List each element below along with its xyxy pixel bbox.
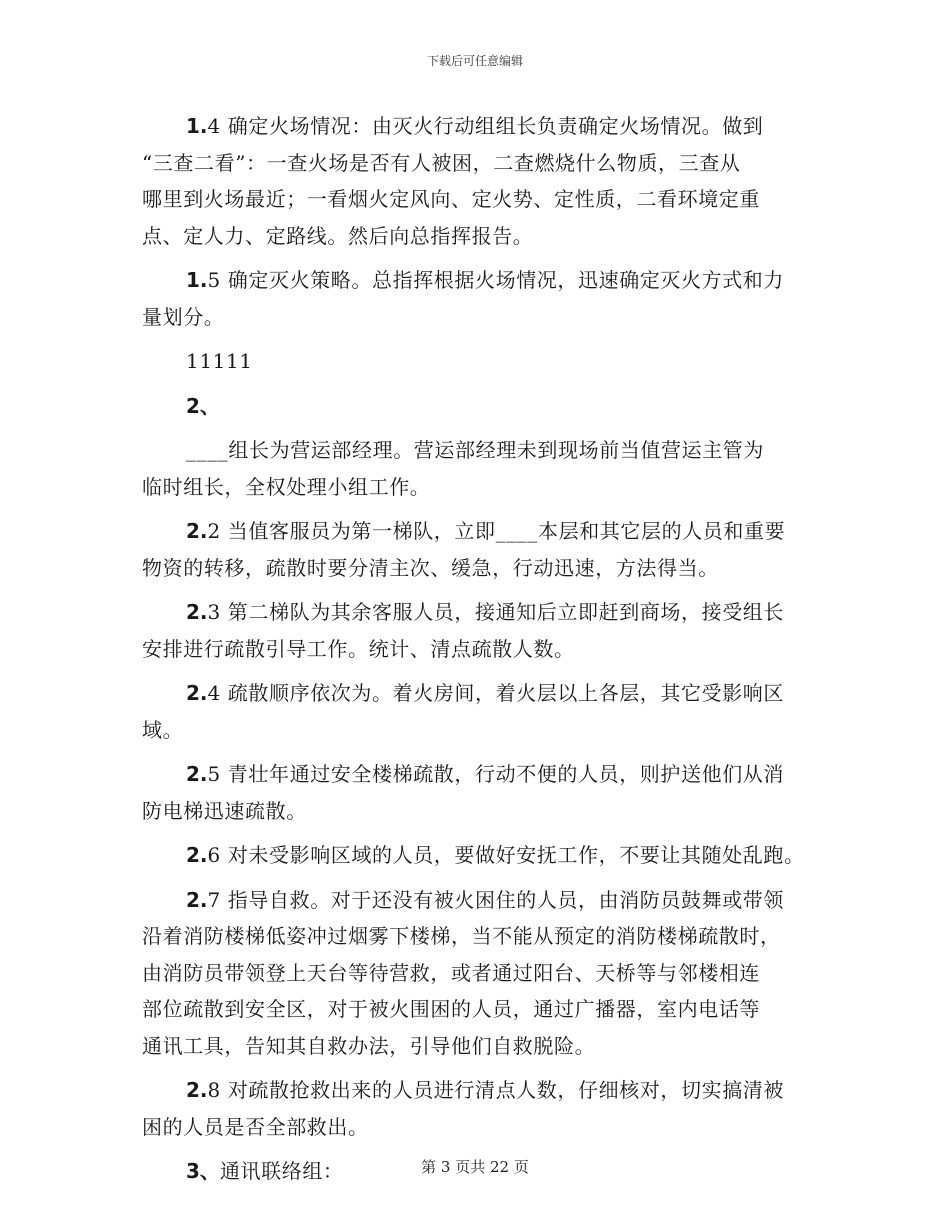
paragraph-2-1 (142, 432, 822, 505)
paragraph-line: 6 对未受影响区域的人员，要做好安抚工作，不要让其随处乱跑。 (207, 843, 805, 867)
paragraph-line: 域。 (142, 717, 184, 742)
paragraph-line: 部位疏散到安全区，对于被火围困的人员，通过广播器，室内电话等 (142, 997, 760, 1021)
paragraph-line: 物资的转移，疏散时要分清主次、缓急，行动迅速，方法得当。 (142, 555, 719, 580)
paragraph-2-3 (142, 594, 822, 667)
paragraph-2-5 (142, 756, 822, 829)
paragraph-line: 困的人员是否全部救出。 (142, 1114, 369, 1139)
paragraph-2-heading (142, 388, 822, 425)
paragraph-label: 2. (186, 843, 208, 867)
paragraph-2-2 (142, 513, 822, 586)
page-header: 下载后可任意编辑 (426, 54, 523, 68)
paragraph-line: 11111 (186, 349, 253, 373)
page-footer: 第 3 页共 22 页 (421, 1158, 529, 1176)
paragraph-label: 2. (186, 762, 208, 786)
document-body (142, 108, 822, 1198)
paragraph-line: 防电梯迅速疏散。 (142, 798, 307, 823)
paragraph-line: 4 确定火场情况：由灭火行动组组长负责确定火场情况。做到 (207, 114, 764, 138)
paragraph-label: 3、 (186, 1159, 220, 1183)
paragraph-line: 量划分。 (142, 304, 225, 329)
paragraph-label: 2、 (186, 393, 220, 418)
paragraph-line: 点、定人力、定路线。然后向总指挥报告。 (142, 223, 534, 248)
paragraph-line: “三查二看”：一查火场是否有人被困，二查燃烧什么物质，三查从 (142, 150, 741, 175)
paragraph-line: 7 指导自救。对于还没有被火困住的人员，由消防员鼓舞或带领 (207, 887, 784, 912)
paragraph-label: 2. (186, 600, 208, 624)
paragraph-label: 2. (186, 887, 208, 912)
paragraph-2-6 (142, 837, 822, 874)
paragraph-line: 通讯工具，告知其自救办法，引导他们自救脱险。 (142, 1033, 596, 1058)
paragraph-label: 2. (186, 681, 208, 705)
paragraph-line: 2 当值客服员为第一梯队，立即____本层和其它层的人员和重要 (207, 519, 786, 543)
paragraph-1-4 (142, 108, 822, 254)
paragraph-line: 3 第二梯队为其余客服人员，接通知后立即赶到商场，接受组长 (207, 600, 784, 624)
paragraph-line: 哪里到火场最近；一看烟火定风向、定火势、定性质，二看环境定重 (142, 187, 760, 211)
paragraph-11111 (142, 343, 822, 380)
paragraph-2-7 (142, 882, 822, 1065)
paragraph-line: 沿着消防楼梯低姿冲过烟雾下楼梯，当不能从预定的消防楼梯疏散时， (142, 924, 781, 948)
paragraph-line: 5 确定灭火策略。总指挥根据火场情况，迅速确定灭火方式和力 (207, 268, 784, 292)
paragraph-2-8 (142, 1072, 822, 1145)
paragraph-line: ____组长为营运部经理。营运部经理未到现场前当值营运主管为 (186, 438, 764, 462)
paragraph-line: 临时组长，全权处理小组工作。 (142, 474, 431, 499)
paragraph-line: 安排进行疏散引导工作。统计、清点疏散人数。 (142, 636, 575, 661)
paragraph-line: 8 对疏散抢救出来的人员进行清点人数，仔细核对，切实搞清被 (207, 1078, 784, 1102)
paragraph-label: 1. (186, 114, 208, 138)
paragraph-line: 5 青壮年通过安全楼梯疏散，行动不便的人员，则护送他们从消 (207, 762, 784, 786)
paragraph-2-4 (142, 675, 822, 748)
paragraph-label: 1. (186, 268, 208, 292)
paragraph-line: 由消防员带领登上天台等待营救，或者通过阳台、天桥等与邻楼相连 (142, 960, 760, 985)
paragraph-line: 4 疏散顺序依次为。着火房间，着火层以上各层，其它受影响区 (207, 681, 784, 705)
paragraph-1-5 (142, 262, 822, 335)
paragraph-line: 通讯联络组： (219, 1159, 344, 1183)
paragraph-label: 2. (186, 519, 208, 543)
paragraph-label: 2. (186, 1078, 208, 1102)
